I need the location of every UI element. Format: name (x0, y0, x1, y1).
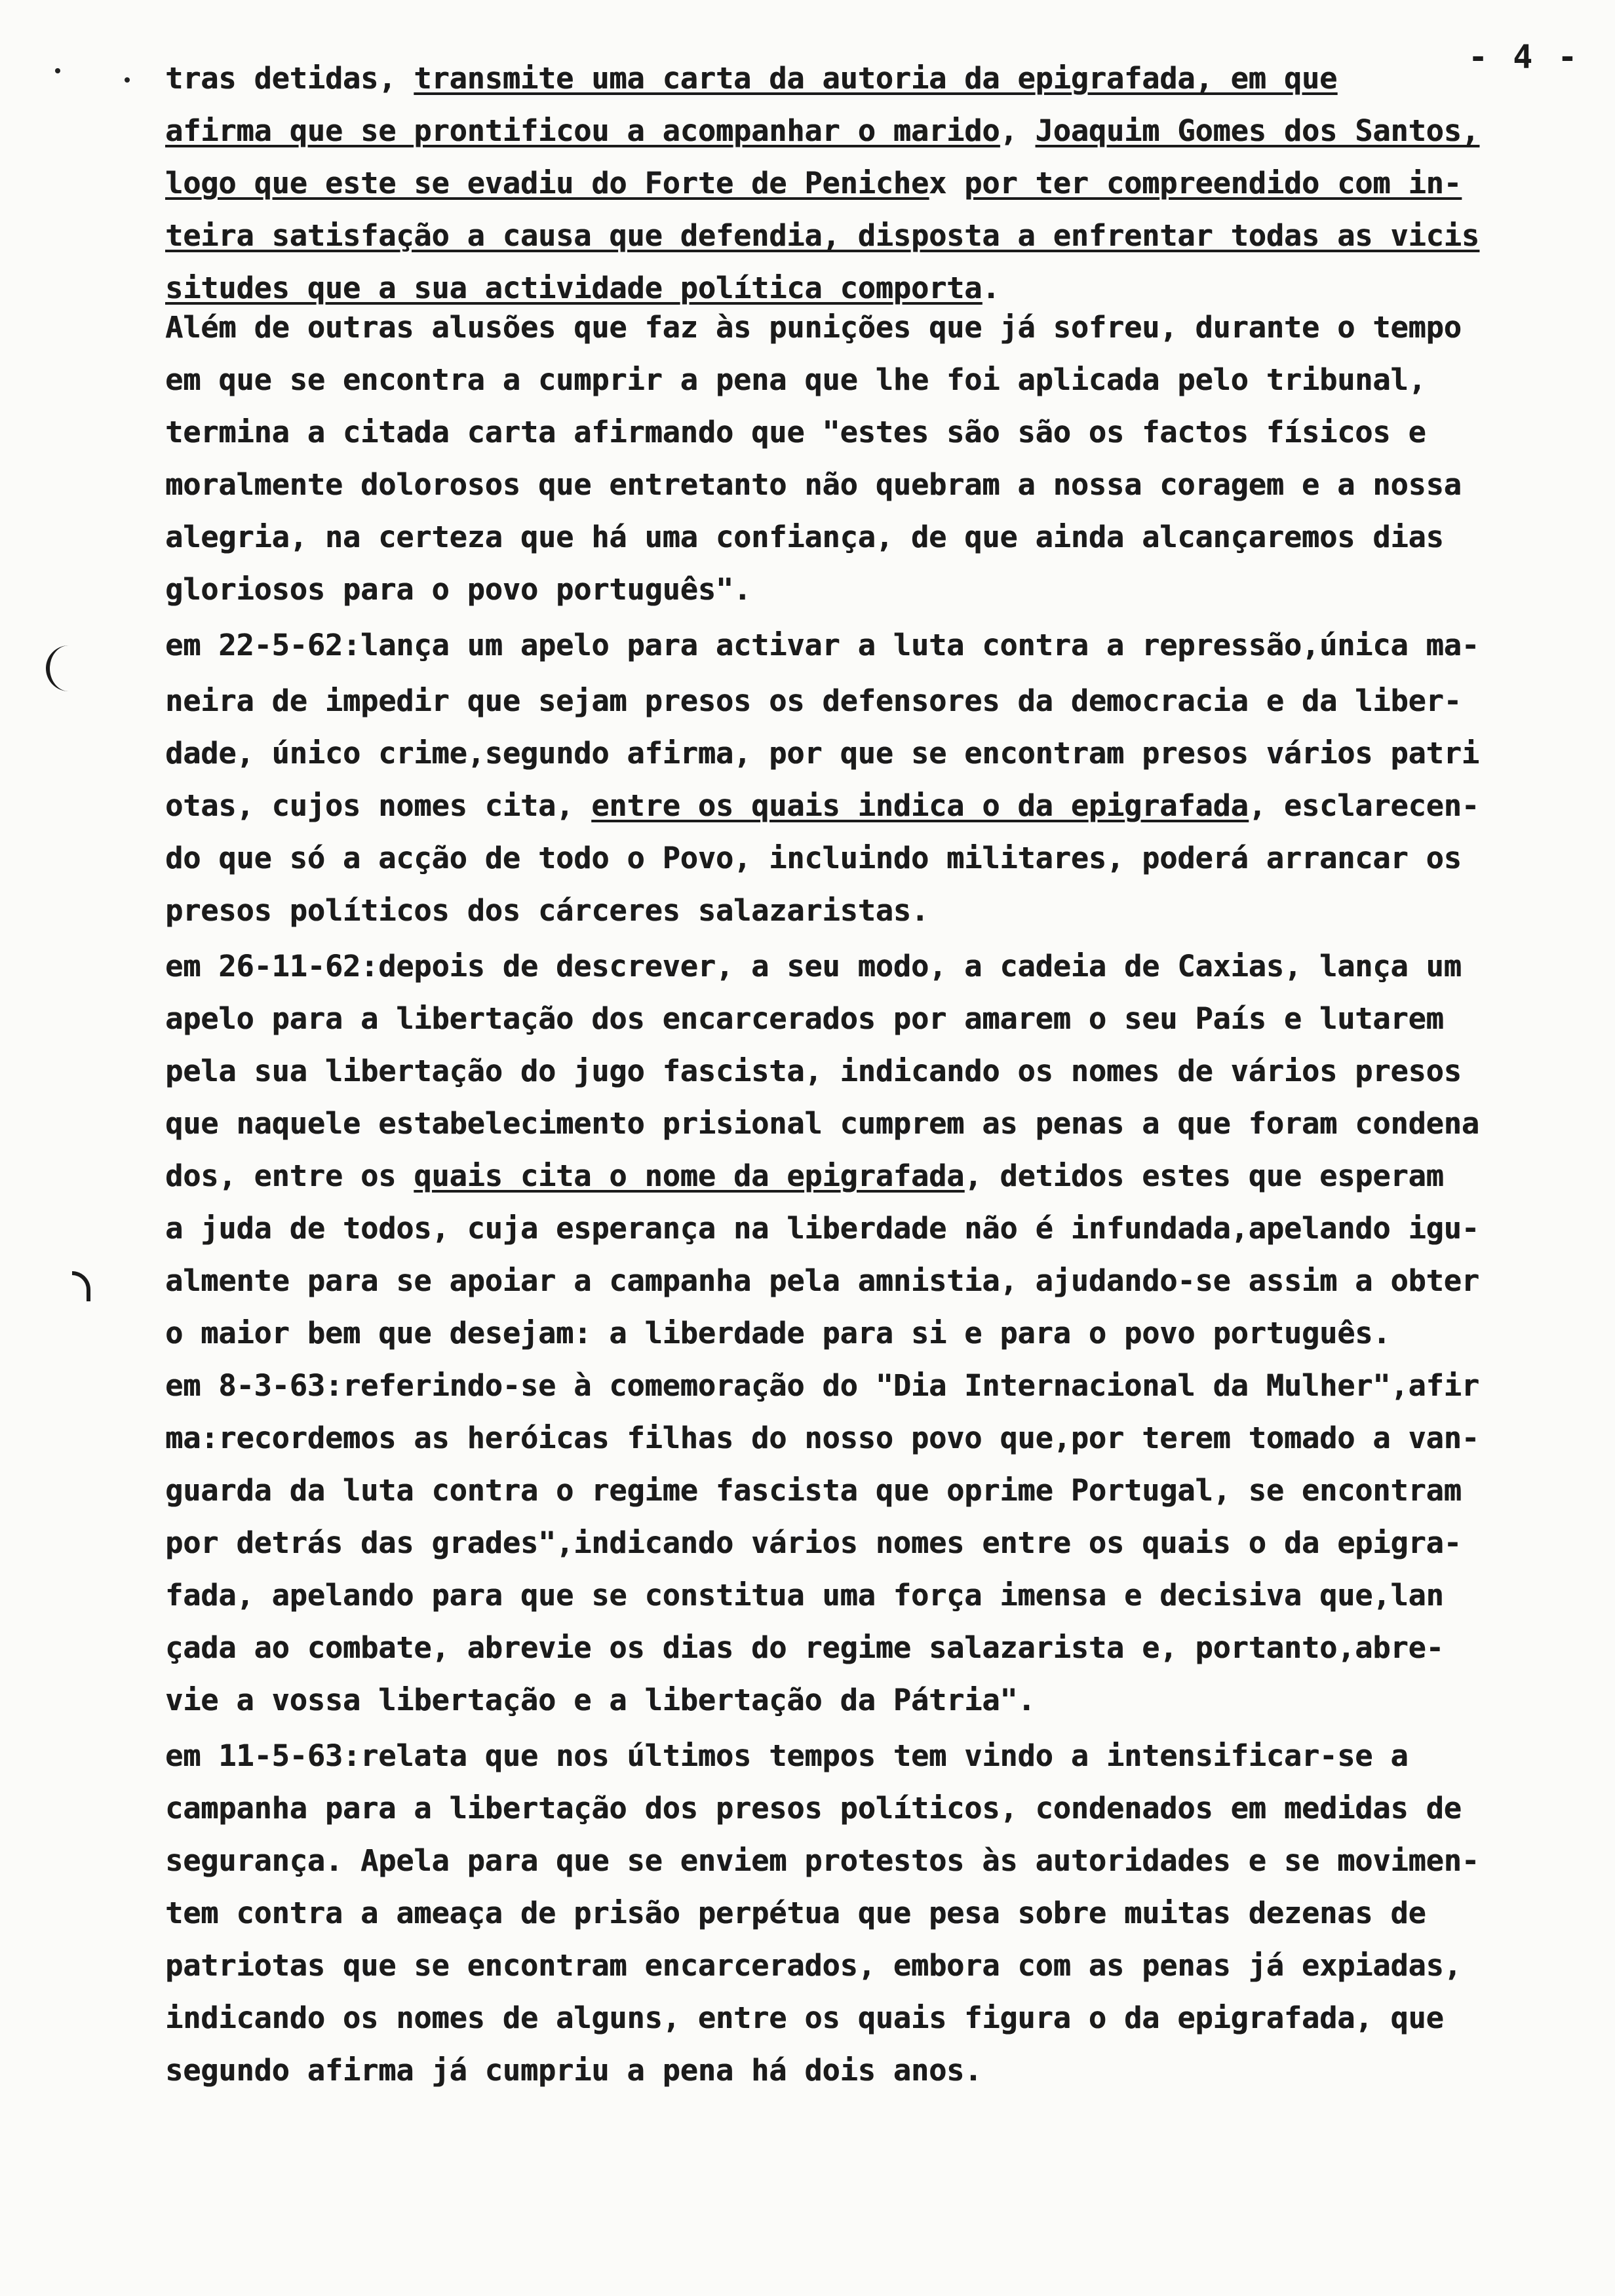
text-line (165, 308, 1594, 347)
text-line (165, 1419, 1594, 1458)
line-text: vie a vossa libertação e a libertação da Pátria". (165, 1683, 1036, 1717)
line-text: dos, entre os (165, 1158, 414, 1193)
line-text: gloriosos para o povo português". (165, 572, 752, 607)
line-text: x (928, 166, 965, 201)
text-line (165, 164, 1594, 203)
underlined-text: transmite uma carta da autoria da epigrafada, em que (414, 61, 1338, 96)
line-text: campanha para a libertação dos presos políticos, condenados em medidas de (165, 1791, 1462, 1826)
line-text: neira de impedir que sejam presos os defensores da democracia e da liber- (165, 683, 1462, 718)
line-text: em 22-5-62:lança um apelo para activar a luta contra a repressão,única ma- (165, 628, 1479, 662)
text-line (165, 1576, 1594, 1615)
punch-dot-left (55, 68, 60, 73)
text-line (165, 947, 1594, 986)
line-text: do que só a acção de todo o Povo, incluindo militares, poderá arrancar os (165, 841, 1462, 875)
line-text: em 8-3-63:referindo-se à comemoração do "Dia Internacional da Mulher",afir (165, 1368, 1479, 1403)
text-line (165, 1681, 1594, 1720)
underlined-text: entre os quais indica o da epigrafada (591, 788, 1249, 823)
line-text: que naquele estabelecimento prisional cumprem as penas a que foram condena (165, 1106, 1479, 1141)
text-line (165, 518, 1594, 557)
text-line (165, 1104, 1594, 1143)
margin-curve-mark (72, 1271, 90, 1301)
line-text: guarda da luta contra o regime fascista que oprime Portugal, se encontram (165, 1473, 1462, 1508)
line-text: . (982, 271, 1000, 305)
text-line (165, 413, 1594, 452)
line-text: Além de outras alusões que faz às punições que já sofreu, durante o tempo (165, 310, 1462, 345)
line-text: termina a citada carta afirmando que "estes são são os factos físicos e (165, 415, 1426, 450)
line-text: , esclarecen- (1248, 788, 1479, 823)
text-line (165, 1471, 1594, 1510)
text-line (165, 1894, 1594, 1933)
text-line (165, 2051, 1594, 2090)
text-line (165, 1736, 1594, 1776)
line-text: dade, único crime,segundo afirma, por que se encontram presos vários patri (165, 736, 1479, 771)
text-line (165, 111, 1594, 151)
page-number: - 4 - (1468, 38, 1580, 76)
line-text: çada ao combate, abrevie os dias do regime salazarista e, portanto,abre- (165, 1630, 1444, 1665)
text-line (165, 1209, 1594, 1248)
text-line (165, 1628, 1594, 1668)
line-text: em 26-11-62:depois de descrever, a seu modo, a cadeia de Caxias, lança um (165, 949, 1462, 984)
line-text: apelo para a libertação dos encarcerados por amarem o seu País e lutarem (165, 1001, 1444, 1036)
text-line (165, 1366, 1594, 1406)
line-text: por detrás das grades",indicando vários nomes entre os quais o da epigra- (165, 1525, 1462, 1560)
line-text: fada, apelando para que se constitua uma força imensa e decisiva que,lan (165, 1578, 1444, 1613)
line-text: , detidos estes que esperam (964, 1158, 1444, 1193)
text-line (165, 1261, 1594, 1301)
line-text: patriotas que se encontram encarcerados, embora com as penas já expiadas, (165, 1948, 1462, 1983)
line-text: moralmente dolorosos que entretanto não quebram a nossa coragem e a nossa (165, 467, 1462, 502)
line-text: o maior bem que desejam: a liberdade para si e para o povo português. (165, 1316, 1391, 1350)
text-line (165, 465, 1594, 505)
text-line (165, 626, 1594, 665)
text-line (165, 681, 1594, 721)
underlined-text: teira satisfação a causa que defendia, disposta a enfrentar todas as vicis (165, 218, 1479, 253)
line-text: pela sua libertação do jugo fascista, indicando os nomes de vários presos (165, 1054, 1462, 1088)
line-text: segundo afirma já cumpriu a pena há dois anos. (165, 2053, 983, 2088)
punch-dot-right (125, 77, 130, 83)
text-line (165, 216, 1594, 256)
text-line (165, 1841, 1594, 1881)
underlined-text: logo que este se evadiu do Forte de Peniche (165, 166, 929, 201)
line-text: tras detidas, (165, 61, 414, 96)
text-line (165, 269, 1594, 308)
text-line (165, 59, 1594, 98)
margin-bracket-mark (46, 645, 76, 691)
line-text: ma:recordemos as heróicas filhas do nosso povo que,por terem tomado a van- (165, 1421, 1479, 1455)
underlined-text: situdes que a sua actividade política comporta (165, 271, 983, 305)
line-text: segurança. Apela para que se enviem protestos às autoridades e se movimen- (165, 1843, 1479, 1878)
text-line (165, 1157, 1594, 1196)
text-line (165, 360, 1594, 400)
underlined-text: Joaquim Gomes dos Santos, (1035, 113, 1479, 148)
line-text: presos políticos dos cárceres salazaristas. (165, 893, 929, 928)
text-line (165, 1999, 1594, 2038)
text-line (165, 999, 1594, 1039)
text-line (165, 1789, 1594, 1828)
line-text: otas, cujos nomes cita, (165, 788, 592, 823)
text-line (165, 1052, 1594, 1091)
text-line (165, 1946, 1594, 1985)
text-line (165, 891, 1594, 930)
line-text: indicando os nomes de alguns, entre os quais figura o da epigrafada, que (165, 2000, 1444, 2035)
line-text: almente para se apoiar a campanha pela amnistia, ajudando-se assim a obter (165, 1263, 1479, 1298)
text-line (165, 734, 1594, 773)
text-line (165, 1523, 1594, 1563)
underlined-text: por ter compreendido com in- (964, 166, 1462, 201)
text-line (165, 786, 1594, 826)
text-line (165, 1314, 1594, 1353)
text-line (165, 839, 1594, 878)
underlined-text: quais cita o nome da epigrafada (414, 1158, 965, 1193)
line-text: em 11-5-63:relata que nos últimos tempos tem vindo a intensificar-se a (165, 1738, 1409, 1773)
underlined-text: afirma que se prontificou a acompanhar o marido (165, 113, 1000, 148)
line-text: , (1000, 113, 1036, 148)
line-text: alegria, na certeza que há uma confiança, de que ainda alcançaremos dias (165, 520, 1444, 554)
line-text: tem contra a ameaça de prisão perpétua que pesa sobre muitas dezenas de (165, 1896, 1426, 1930)
line-text: a juda de todos, cuja esperança na liberdade não é infundada,apelando igu- (165, 1211, 1479, 1246)
text-line (165, 570, 1594, 609)
line-text: em que se encontra a cumprir a pena que lhe foi aplicada pelo tribunal, (165, 362, 1426, 397)
